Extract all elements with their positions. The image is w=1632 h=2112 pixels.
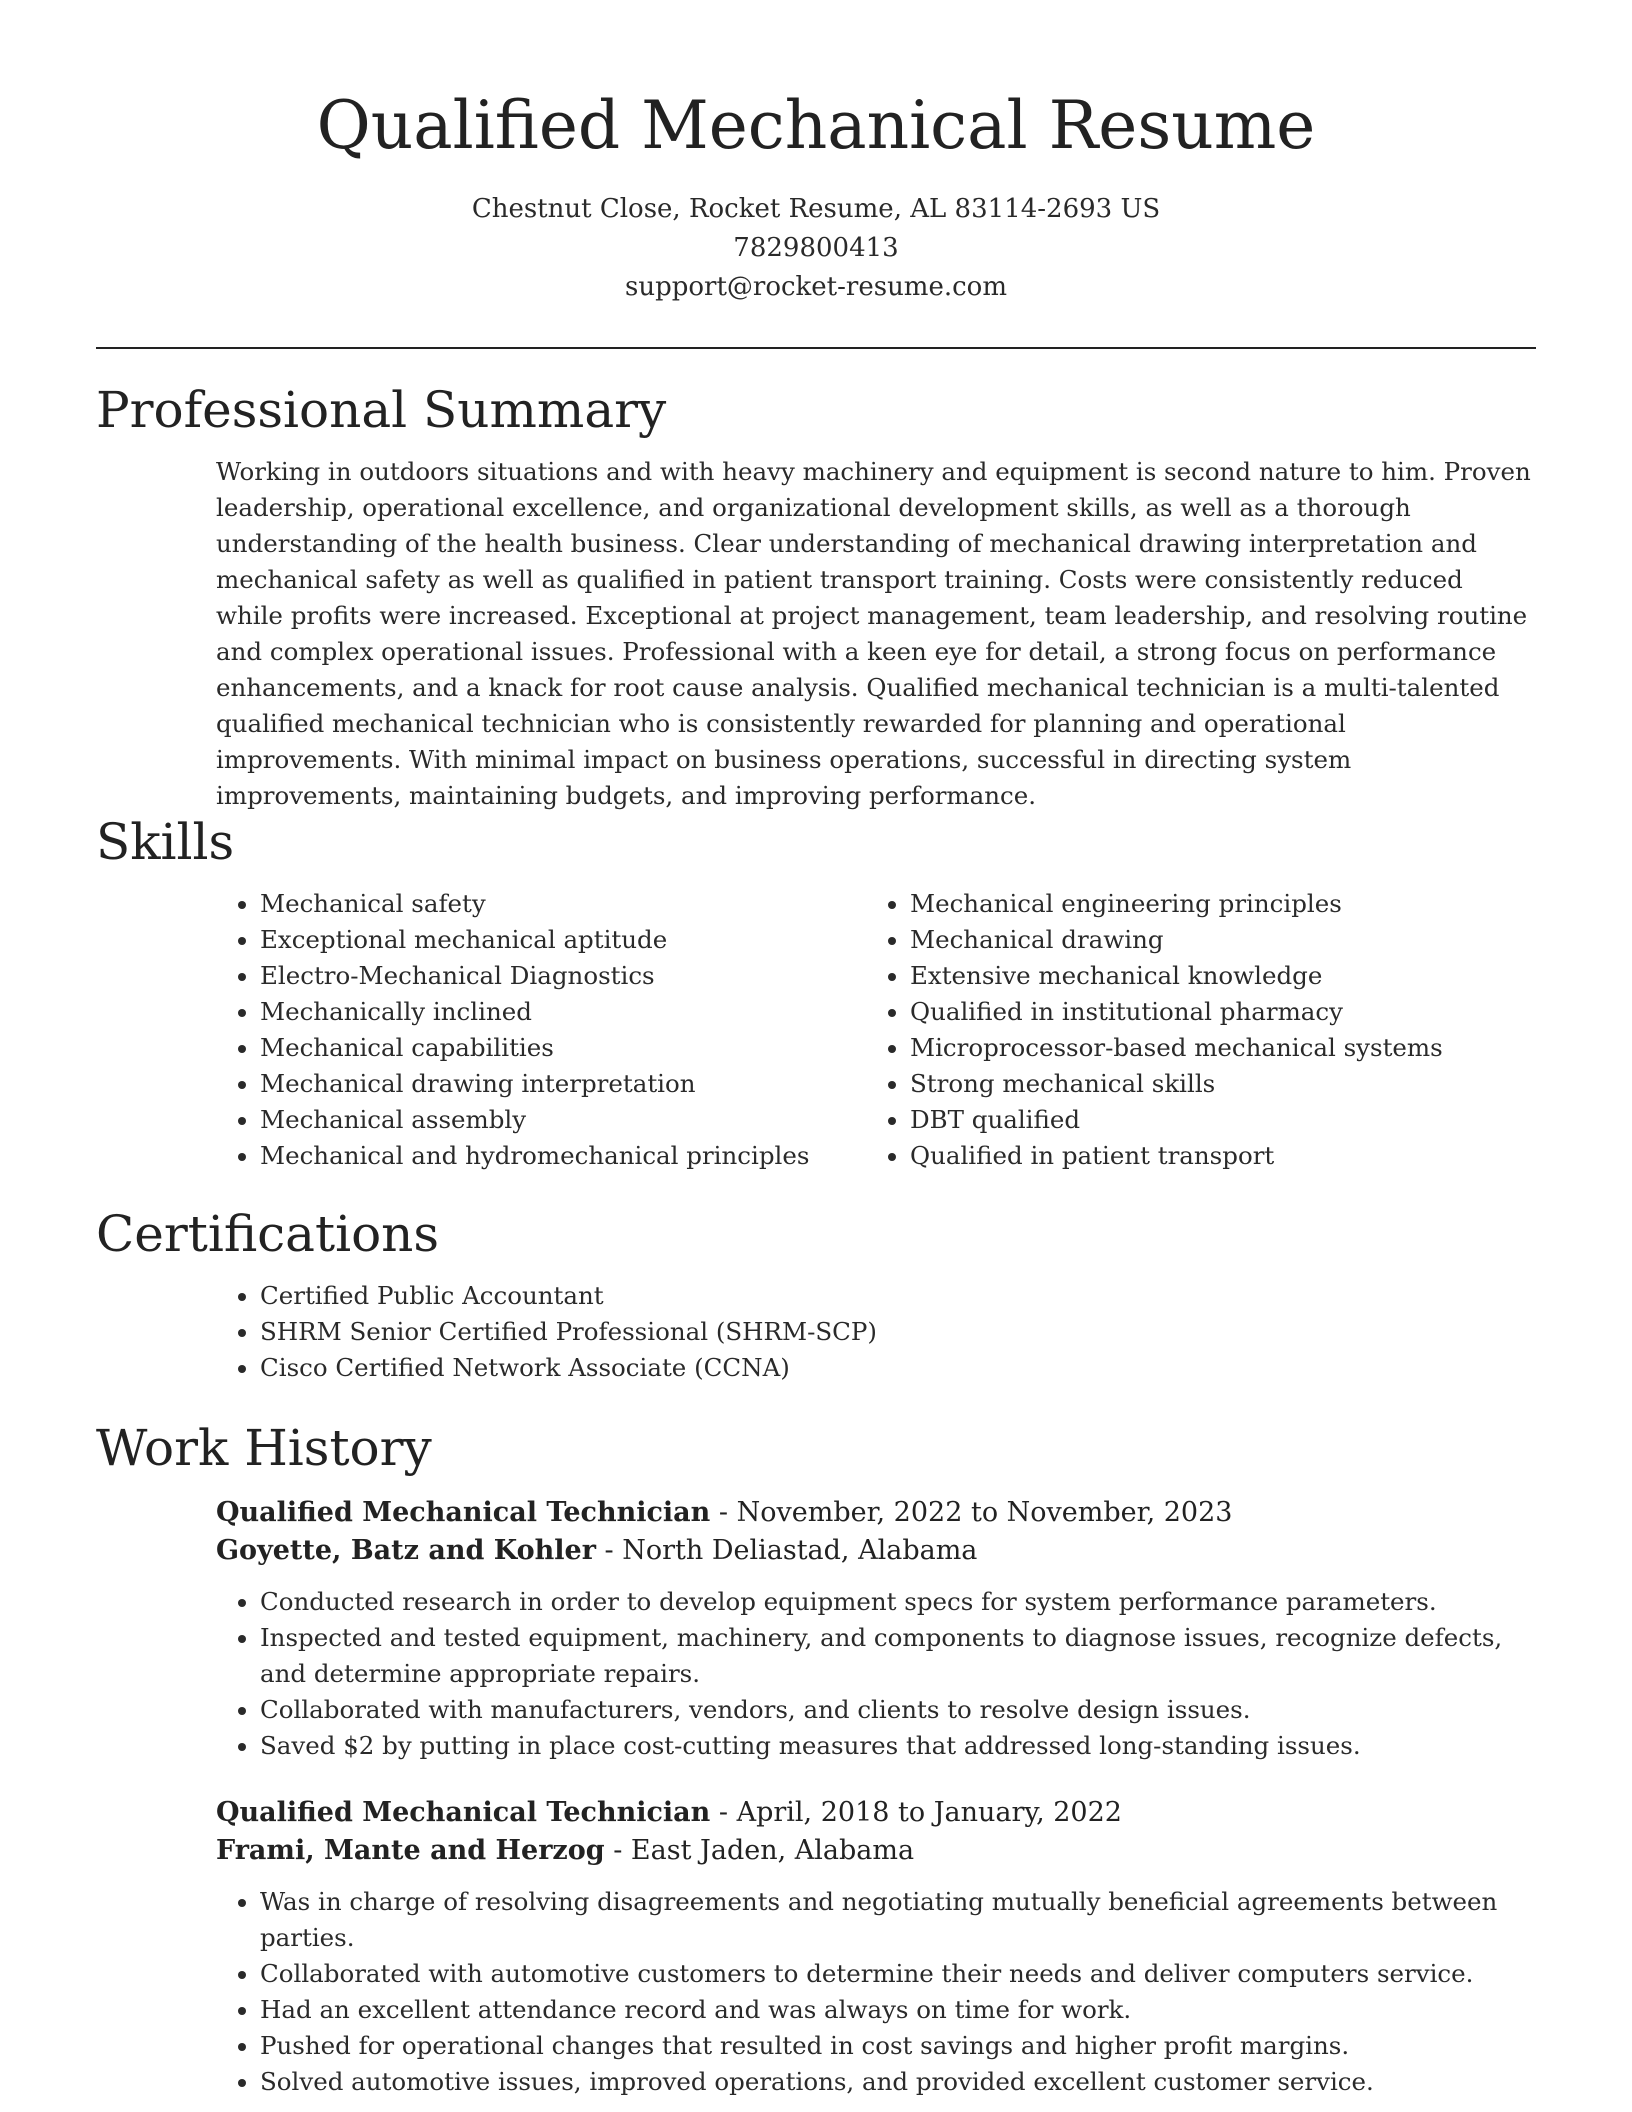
list-item: • Collaborated with automotive customers to determine their needs and deliver computers service.	[260, 1956, 1536, 1992]
summary-heading: Professional Summary	[96, 381, 667, 439]
certifications-list	[216, 1278, 1536, 1386]
job-company: Goyette, Batz and Kohler	[216, 1535, 596, 1566]
resume-title: Qualified Mechanical Resume	[316, 87, 1316, 164]
job-title-line	[216, 1794, 1536, 1832]
header-divider	[96, 347, 1536, 349]
list-item: • Inspected and tested equipment, machinery, and components to diagnose issues, recognize defects, and determine appropriate repairs.	[260, 1620, 1536, 1692]
list-item: • Microprocessor-based mechanical systems	[910, 1030, 1516, 1066]
contact-info	[96, 190, 1536, 307]
certifications-section	[96, 1204, 1536, 1386]
job-location: - East Jaden, Alabama	[604, 1835, 915, 1866]
list-item: • Mechanical and hydromechanical principles	[260, 1138, 866, 1174]
contact-email: support@rocket-resume.com	[624, 272, 1007, 302]
list-item: • Conducted research in order to develop equipment specs for system performance parameters.	[260, 1584, 1536, 1620]
list-item: • Solved automotive issues, improved operations, and provided excellent customer service.	[260, 2064, 1536, 2100]
job-title: Qualified Mechanical Technician	[216, 1797, 711, 1828]
job-entry	[216, 1494, 1536, 1764]
skills-section	[96, 812, 1536, 1174]
skills-column-left	[216, 886, 866, 1174]
certifications-body	[216, 1278, 1536, 1386]
skills-columns	[216, 886, 1536, 1174]
list-item: • Qualified in institutional pharmacy	[910, 994, 1516, 1030]
list-item: • Strong mechanical skills	[910, 1066, 1516, 1102]
skills-list-left	[216, 886, 866, 1174]
skills-heading: Skills	[96, 813, 235, 871]
list-item: • Had an excellent attendance record and was always on time for work.	[260, 1992, 1536, 2028]
job-location: - North Deliastad, Alabama	[595, 1535, 978, 1566]
resume-page	[96, 0, 1536, 2096]
list-item: • SHRM Senior Certified Professional (SHRM-SCP)	[260, 1314, 1536, 1350]
job-dates: - November, 2022 to November, 2023	[710, 1497, 1233, 1528]
list-item: • Mechanical drawing interpretation	[260, 1066, 866, 1102]
list-item: • Mechanical drawing	[910, 922, 1516, 958]
list-item: • Electro-Mechanical Diagnostics	[260, 958, 866, 994]
contact-phone: 7829800413	[733, 233, 899, 263]
list-item: • Collaborated with manufacturers, vendors, and clients to resolve design issues.	[260, 1692, 1536, 1728]
list-item: • Mechanical engineering principles	[910, 886, 1516, 922]
job-bullets	[216, 1584, 1536, 1764]
summary-section	[96, 380, 1536, 814]
contact-address: Chestnut Close, Rocket Resume, AL 83114-2693 US	[471, 194, 1161, 224]
list-item: • Was in charge of resolving disagreements and negotiating mutually beneficial agreements between parties.	[260, 1884, 1536, 1956]
list-item: • Mechanical safety	[260, 886, 866, 922]
job-title: Qualified Mechanical Technician	[216, 1497, 711, 1528]
list-item: • DBT qualified	[910, 1102, 1516, 1138]
job-company: Frami, Mante and Herzog	[216, 1835, 605, 1866]
job-dates: - April, 2018 to January, 2022	[710, 1797, 1122, 1828]
list-item: • Mechanical assembly	[260, 1102, 866, 1138]
list-item: • Extensive mechanical knowledge	[910, 958, 1516, 994]
job-entry	[216, 1794, 1536, 2100]
list-item: • Saved $2 by putting in place cost-cutting measures that addressed long-standing issues.	[260, 1728, 1536, 1764]
work-history-section	[96, 1418, 1536, 2100]
job-company-line	[216, 1832, 1536, 1870]
skills-list-right	[866, 886, 1516, 1174]
job-company-line	[216, 1532, 1536, 1570]
list-item: • Mechanical capabilities	[260, 1030, 866, 1066]
list-item: • Cisco Certified Network Associate (CCNA)	[260, 1350, 1536, 1386]
list-item: • Certified Public Accountant	[260, 1278, 1536, 1314]
list-item: • Qualified in patient transport	[910, 1138, 1516, 1174]
job-title-line	[216, 1494, 1536, 1532]
skills-column-right	[866, 886, 1516, 1174]
work-history-heading: Work History	[96, 1419, 432, 1477]
list-item: • Mechanically inclined	[260, 994, 866, 1030]
certifications-heading: Certifications	[96, 1205, 440, 1263]
list-item: • Exceptional mechanical aptitude	[260, 922, 866, 958]
job-bullets	[216, 1884, 1536, 2100]
summary-text: Working in outdoors situations and with heavy machinery and equipment is second nature to him. Proven leadership, operational excellence, and organizational development skills, as well as a thorough understanding of the health business. Clear understanding of mechanical drawing interpretation and mechanical safety as well as qualified in patient transport training. Costs were consistently reduced while profits were increased. Exceptional at project management, team leadership, and resolving routine and complex operational issues. Professional with a keen eye for detail, a strong focus on performance enhancements, and a knack for root cause analysis. Qualified mechanical technician is a multi-talented qualified mechanical technician who is consistently rewarded for planning and operational improvements. With minimal impact on business operations, successful in directing system improvements, maintaining budgets, and improving performance.	[216, 457, 1531, 810]
list-item: • Pushed for operational changes that resulted in cost savings and higher profit margins.	[260, 2028, 1536, 2064]
